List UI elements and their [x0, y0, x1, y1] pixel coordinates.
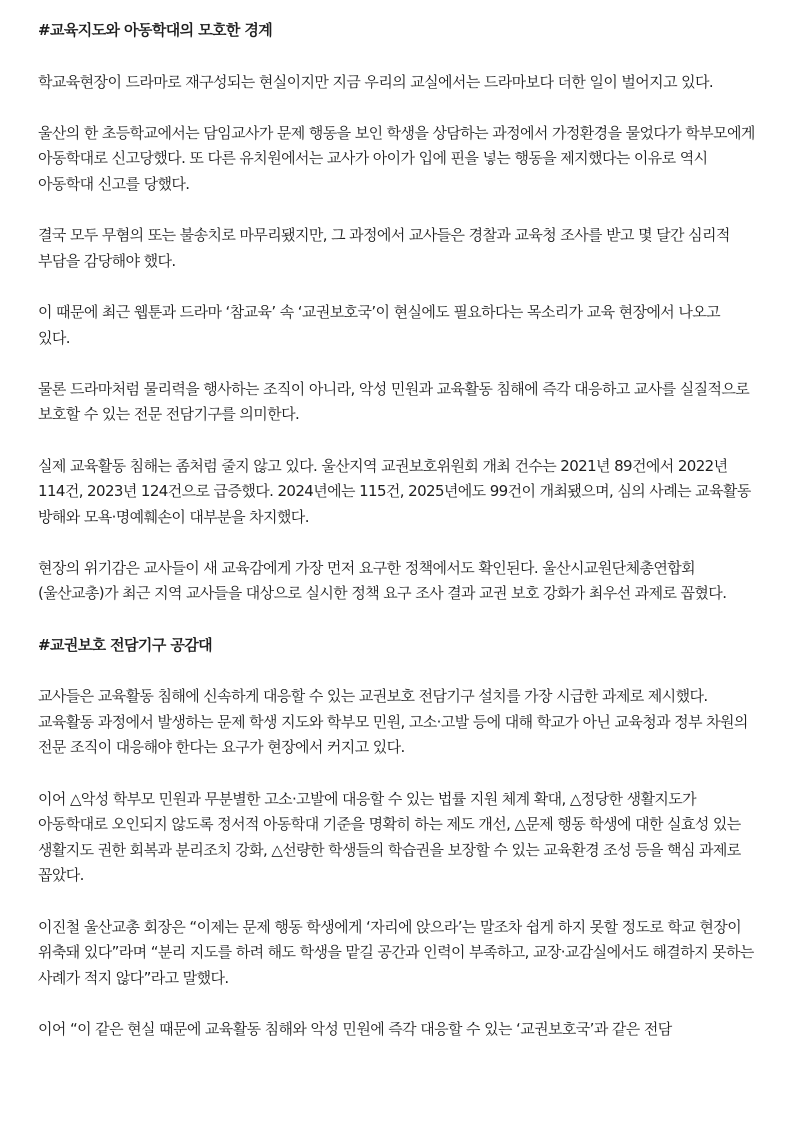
- article-body: [38, 18, 756, 1068]
- paragraph-1: 학교육현장이 드라마로 재구성되는 현실이지만 지금 우리의 교실에서는 드라마보다 더한 일이 벌어지고 있다.: [38, 72, 714, 91]
- section-heading-2: #교권보호 전담기구 공감대: [38, 635, 213, 654]
- section-heading-1: #교육지도와 아동학대의 모호한 경계: [38, 21, 273, 39]
- paragraph-8: 교사들은 교육활동 침해에 신속하게 대응할 수 있는 교권보호 전담기구 설치를 가장 시급한 과제로 제시했다. 교육활동 과정에서 발생하는 문제 학생 지도와 학부모 민원, 고소·고발 등에 대해 학교가 아닌 교육청과 정부 차원의 전문 조직이 대응해야 한다는 요구가 현장에서 커지고 있다.: [38, 687, 748, 757]
- paragraph-4: 이 때문에 최근 웹툰과 드라마 ‘참교육’ 속 ‘교권보호국’이 현실에도 필요하다는 목소리가 교육 현장에서 나오고 있다.: [38, 302, 721, 347]
- paragraph-6: 실제 교육활동 침해는 좀처럼 줄지 않고 있다. 울산지역 교권보호위원회 개최 건수는 2021년 89건에서 2022년 114건, 2023년 124건으로 급증했다. 2024년에는 115건, 2025년에도 99건이 개최됐으며, 심의 사례는 교육활동 방해와 모욕·명예훼손이 대부분을 차지했다.: [38, 456, 751, 526]
- paragraph-5: 물론 드라마처럼 물리력을 행사하는 조직이 아니라, 악성 민원과 교육활동 침해에 즉각 대응하고 교사를 실질적으로 보호할 수 있는 전문 전담기구를 의미한다.: [38, 379, 750, 424]
- paragraph-2: 울산의 한 초등학교에서는 담임교사가 문제 행동을 보인 학생을 상담하는 과정에서 가정환경을 물었다가 학부모에게 아동학대로 신고당했다. 또 다른 유치원에서는 교사가 아이가 입에 핀을 넣는 행동을 제지했다는 이유로 역시 아동학대 신고를 당했다.: [38, 123, 755, 193]
- paragraph-10: 이진철 울산교총 회장은 “이제는 문제 행동 학생에게 ‘자리에 앉으라’는 말조차 쉽게 하지 못할 정도로 학교 현장이 위축돼 있다”라며 “분리 지도를 하려 해도 학생을 맡길 공간과 인력이 부족하고, 교장·교감실에서도 해결하지 못하는 사례가 적지 않다”라고 말했다.: [38, 917, 754, 987]
- paragraph-9: 이어 △악성 학부모 민원과 무분별한 고소·고발에 대응할 수 있는 법률 지원 체계 확대, △정당한 생활지도가 아동학대로 오인되지 않도록 정서적 아동학대 기준을 명확히 하는 제도 개선, △문제 행동 학생에 대한 실효성 있는 생활지도 권한 회복과 분리조치 강화, △선량한 학생들의 학습권을 보장할 수 있는 교육환경 조성 등을 핵심 과제로 꼽았다.: [38, 789, 741, 885]
- paragraph-7: 현장의 위기감은 교사들이 새 교육감에게 가장 먼저 요구한 정책에서도 확인된다. 울산시교원단체총연합회(울산교총)가 최근 지역 교사들을 대상으로 실시한 정책 요구 조사 결과 교권 보호 강화가 최우선 과제로 꼽혔다.: [38, 558, 727, 603]
- paragraph-3: 결국 모두 무혐의 또는 불송치로 마무리됐지만, 그 과정에서 교사들은 경찰과 교육청 조사를 받고 몇 달간 심리적 부담을 감당해야 했다.: [38, 226, 730, 270]
- paragraph-11: 이어 “이 같은 현실 때문에 교육활동 침해와 악성 민원에 즉각 대응할 수 있는 ‘교권보호국’과 같은 전담: [38, 1019, 672, 1038]
